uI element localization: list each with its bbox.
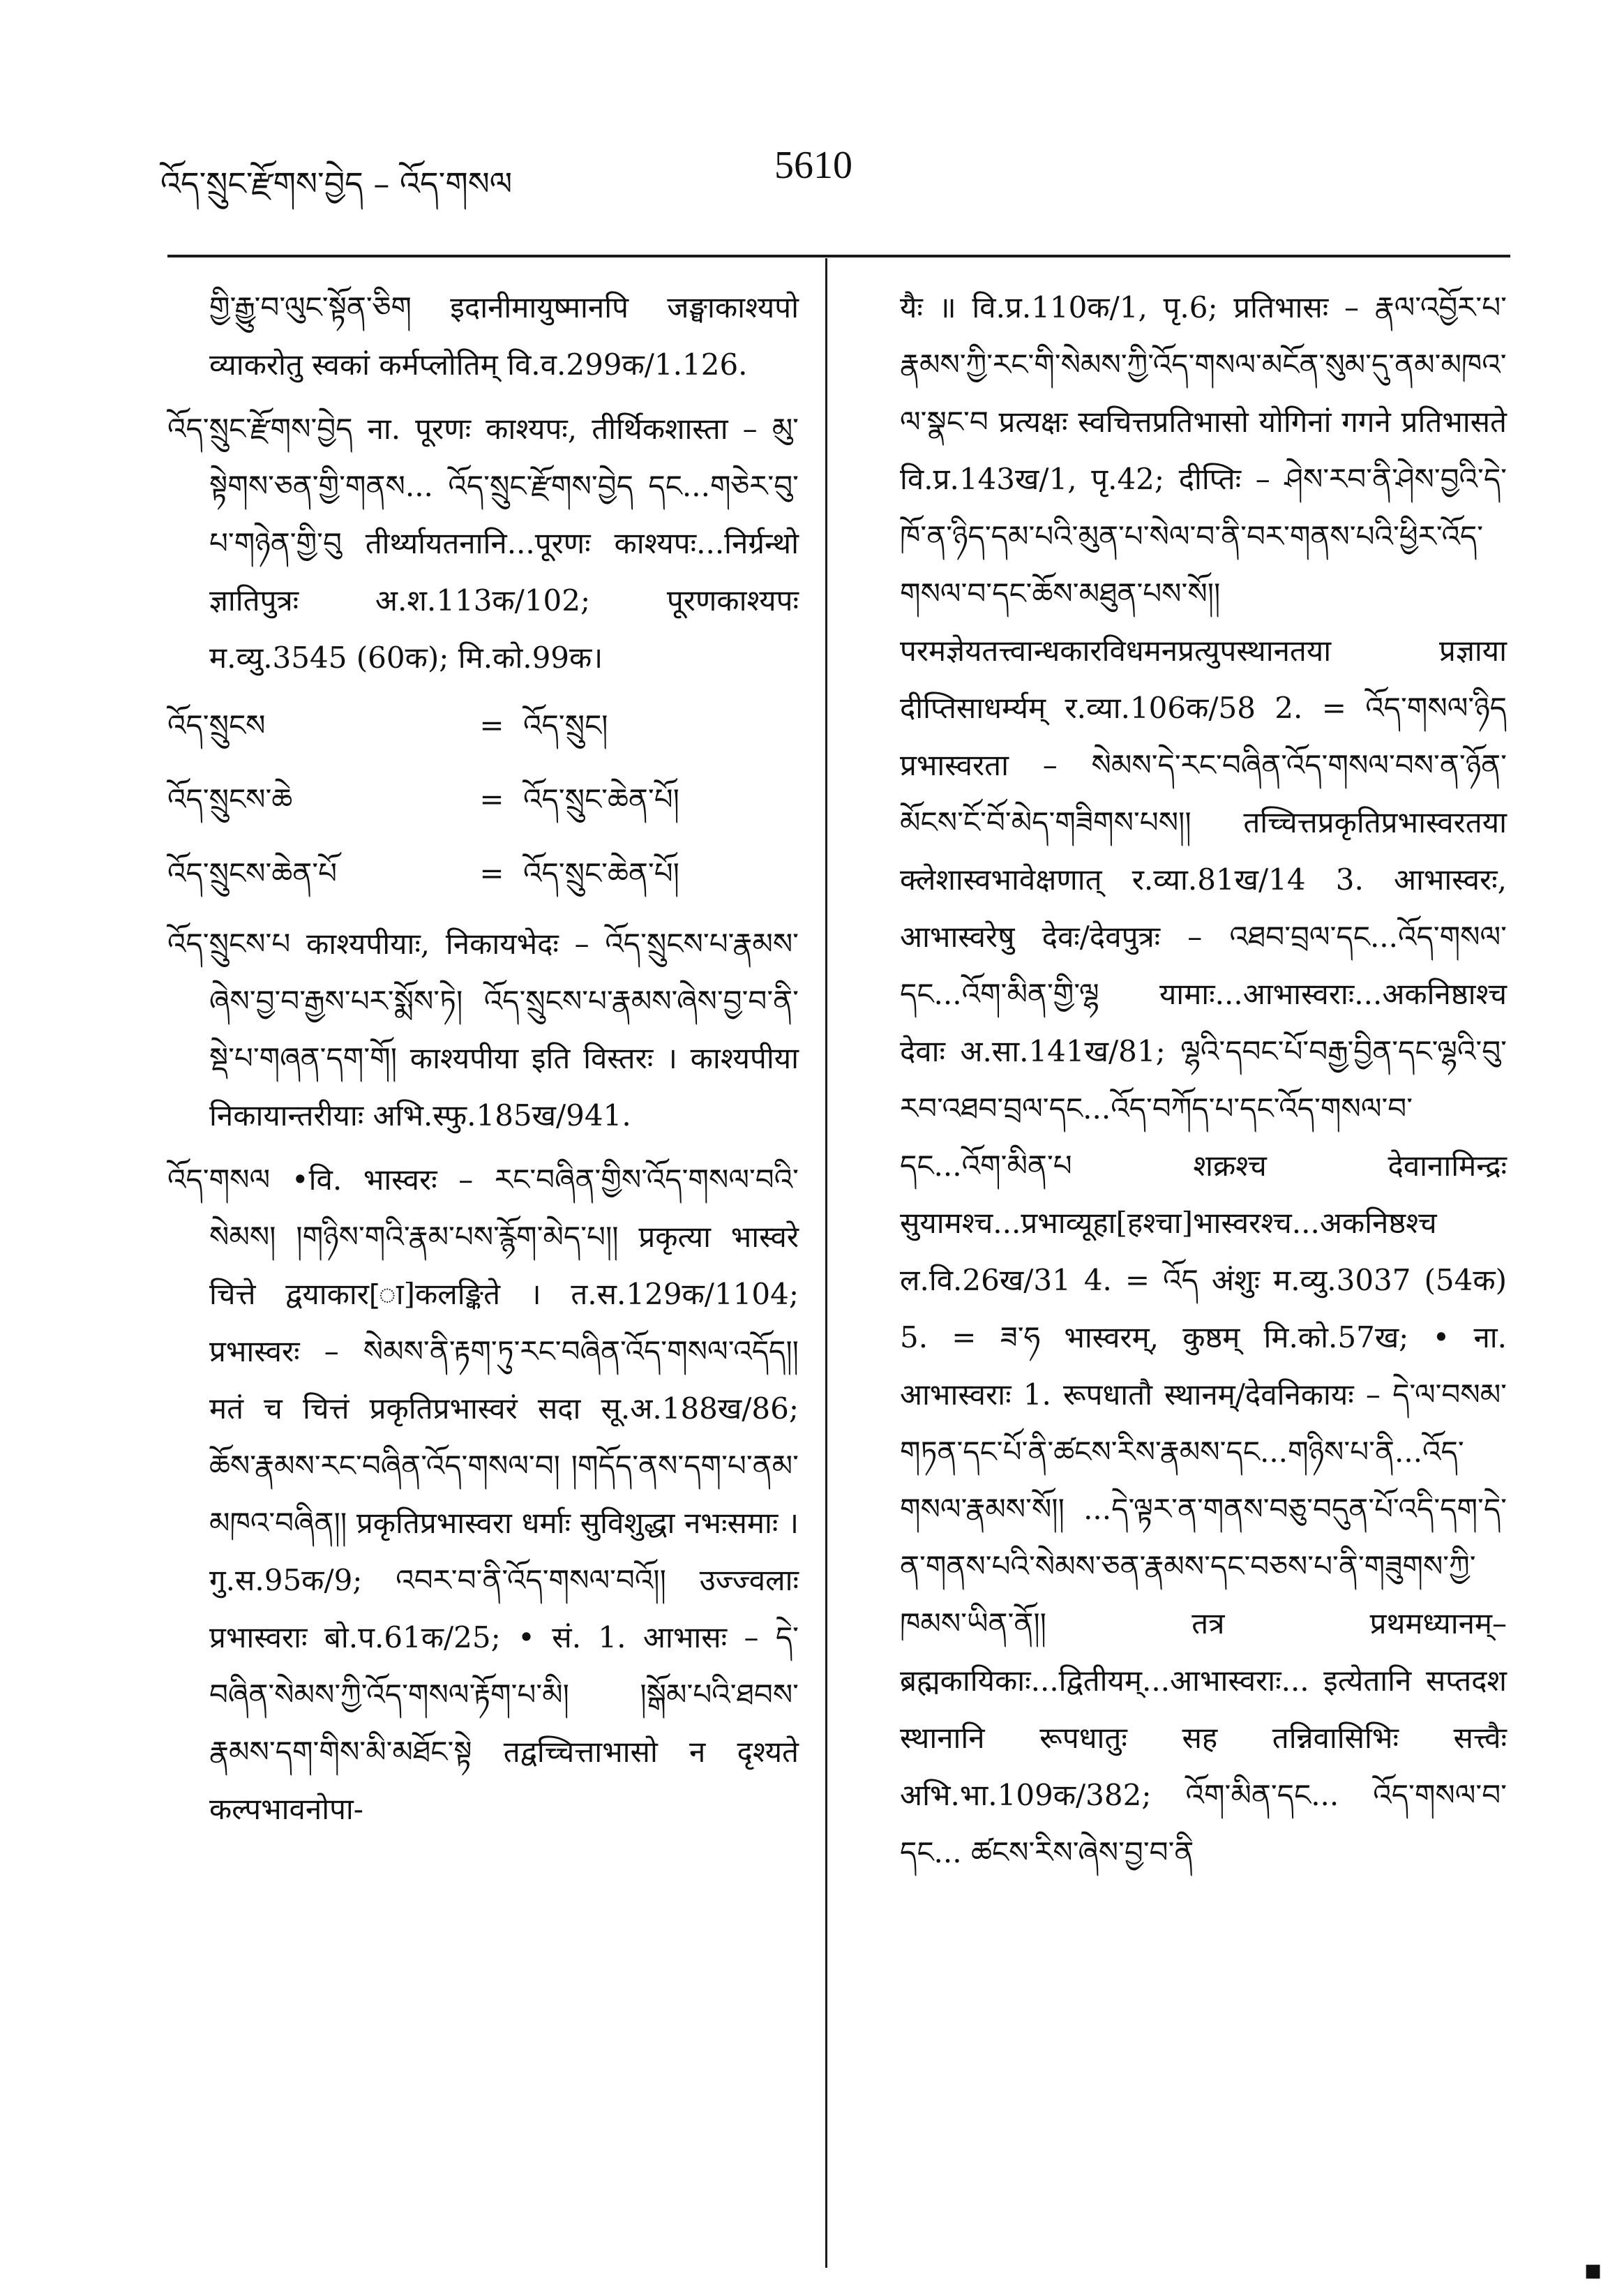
cross-reference bbox=[167, 842, 799, 906]
entry-continuation: གྱི་རྒྱུ་བ་ལུང་སྟོན་ཅིག इदानीमायुष्मानपि जङ्घाकाश्यपो व्याकरोतु स्वकां कर्मप्लोतिम् वि.व.299क/1.126. bbox=[209, 290, 799, 382]
xref-target: འོད་སྲུང་ཆེན་པོ། bbox=[523, 856, 679, 890]
xref-equals: = bbox=[479, 708, 504, 742]
dictionary-entry: འོད་གསལ •वि. भास्वरः – རང་བཞིན་གྱིས་འོད་གསལ་བའི་སེམས། །གཉིས་གའི་རྣམ་པས་རྙོག་མེད་པ།། प्रकृत्या भास्वरे चित्ते द्वयाकार[ा]कलङ्किते । त.स.129क/1104; प्रभास्वरः – སེམས་ནི་རྟག་ཏུ་རང་བཞིན་འོད་གསལ་འདོད།། मतं च चित्तं प्रकृतिप्रभास्वरं सदा सू.अ.188ख/86; ཆོས་རྣམས་རང་བཞིན་འོད་གསལ་བ། །གདོད་ནས་དག་པ་ནམ་མཁའ་བཞིན།། प्रकृतिप्रभास्वरा धर्माः सुविशुद्धा नभःसमाः । गु.स.95क/9; འབར་བ་ནི་འོད་གསལ་བའོ།། उज्ज्वलाः प्रभास्वराः बो.प.61क/25; • सं. 1. आभासः – དེ་བཞིན་སེམས་ཀྱི་འོད་གསལ་རྟོག་པ་མི། །སྒོམ་པའི་ཐབས་རྣམས་དག་གིས་མི་མཐོང་སྟེ तद्वच्चित्ताभासो न दृश्यते कल्पभावनोपा- bbox=[167, 1163, 799, 1826]
xref-target: འོད་སྲུང། bbox=[523, 708, 608, 742]
xref-target: འོད་སྲུང་ཆེན་པོ། bbox=[523, 782, 679, 816]
header-rule bbox=[167, 255, 1510, 257]
column-divider bbox=[825, 258, 827, 2268]
running-head-title: འོད་སྲུང་རྫོགས་བྱེད – འོད་གསལ bbox=[160, 165, 513, 202]
running-header bbox=[160, 143, 1521, 202]
cross-reference bbox=[167, 694, 799, 758]
xref-word: འོད་སྲུངས་ཆེན་པོ bbox=[167, 856, 338, 890]
cross-reference bbox=[167, 768, 799, 832]
xref-equals: = bbox=[479, 856, 504, 890]
xref-equals: = bbox=[479, 782, 504, 816]
dictionary-entry: འོད་སྲུང་རྫོགས་བྱེད ना. पूरणः काश्यपः, तीर्थिकशास्ता – མུ་སྟེགས་ཅན་གྱི་གནས... འོད་སྲུང་རྫོགས་བྱེད དང...གཅེར་བུ་པ་གཉེན་གྱི་བུ तीर्थ्यायतनानि...पूरणः काश्यपः...निर्ग्रन्थो ज्ञातिपुत्रः अ.श.113क/102; पूरणकाश्यपः म.व्यु.3545 (60क); मि.को.99क। bbox=[167, 412, 799, 675]
right-column bbox=[858, 279, 1507, 1888]
left-column bbox=[167, 279, 799, 1845]
xref-word: འོད་སྲུངས་ཆེ bbox=[167, 782, 293, 816]
entry-continuation: यैः ॥ वि.प्र.110क/1, पृ.6; प्रतिभासः – རྣལ་འབྱོར་པ་རྣམས་ཀྱི་རང་གི་སེམས་ཀྱི་འོད་གསལ་མངོན་སུམ་དུ་ནམ་མཁའ་ལ་སྣང་བ प्रत्यक्षः स्वचित्तप्रतिभासो योगिनां गगने प्रतिभासते वि.प्र.143ख/1, पृ.42; दीप्तिः – ཤེས་རབ་ནི་ཤེས་བྱའི་དེ་ཁོ་ན་ཉིད་དམ་པའི་མུན་པ་སེལ་བ་ནི་བར་གནས་པའི་ཕྱིར་འོད་གསལ་བ་དང་ཆོས་མཐུན་པས་སོ།། परमज्ञेयतत्त्वान्धकारविधमनप्रत्युपस्थानतया प्रज्ञाया दीप्तिसाधर्म्यम् र.व्या.106क/58 2. = འོད་གསལ་ཉིད प्रभास्वरता – སེམས་དེ་རང་བཞིན་འོད་གསལ་བས་ན་ཉོན་མོངས་ངོ་བོ་མེད་གཟིགས་པས།། तच्चित्तप्रकृतिप्रभास्वरतया क्लेशास्वभावेक्षणात् र.व्या.81ख/14 3. आभास्वरः, आभास्वरेषु देवः/देवपुत्रः – འཐབ་བྲལ་དང...འོད་གསལ་དང...འོག་མིན་གྱི་ལྷ यामाः...आभास्वराः...अकनिष्ठाश्च देवाः अ.सा.141ख/81; ལྷའི་དབང་པོ་བརྒྱ་བྱིན་དང་ལྷའི་བུ་རབ་འཐབ་བྲལ་དང...འོད་བཀོད་པ་དང་འོད་གསལ་བ་དང...འོག་མིན་པ शक्रश्च देवानामिन्द्रः सुयामश्च...प्रभाव्यूहा[हश्चा]भास्वरश्च...अकनिष्ठश्च ल.वि.26ख/31 4. = འོད अंशुः म.व्यु.3037 (54क) 5. = ཟ་ཧ भास्वरम्, कुष्ठम् मि.को.57ख; • ना. आभास्वराः 1. रूपधातौ स्थानम्/देवनिकायः – དེ་ལ་བསམ་གཏན་དང་པོ་ནི་ཚངས་རིས་རྣམས་དང...གཉིས་པ་ནི...འོད་གསལ་རྣམས་སོ།། ...དེ་ལྟར་ན་གནས་བཅུ་བདུན་པོ་འདི་དག་དེ་ན་གནས་པའི་སེམས་ཅན་རྣམས་དང་བཅས་པ་ནི་གཟུགས་ཀྱི་ཁམས་ཡིན་ནོ།། तत्र प्रथमध्यानम्–ब्रह्मकायिकाः...द्वितीयम्...आभास्वराः... इत्येतानि सप्तदश स्थानानि रूपधातुः सह तन्निवासिभिः सत्त्वैः अभि.भा.109क/382; འོག་མིན་དང... འོད་གསལ་བ་དང... ཚངས་རིས་ཞེས་བྱ་བ་ནི bbox=[900, 290, 1507, 1869]
page-corner-mark: ▪ bbox=[1584, 2254, 1603, 2286]
page-number: 5610 bbox=[774, 144, 852, 187]
dictionary-entry: འོད་སྲུངས་པ काश्यपीयाः, निकायभेदः – འོད་སྲུངས་པ་རྣམས་ཞེས་བྱ་བ་རྒྱས་པར་སྨོས་ཏེ། འོད་སྲུངས་པ་རྣམས་ཞེས་བྱ་བ་ནི་སྡེ་པ་གཞན་དག་གོ། काश्यपीया इति विस्तरः । काश्यपीया निकायान्तरीयाः अभि.स्फु.185ख/941. bbox=[167, 927, 799, 1132]
xref-word: འོད་སྲུངས bbox=[167, 708, 266, 742]
